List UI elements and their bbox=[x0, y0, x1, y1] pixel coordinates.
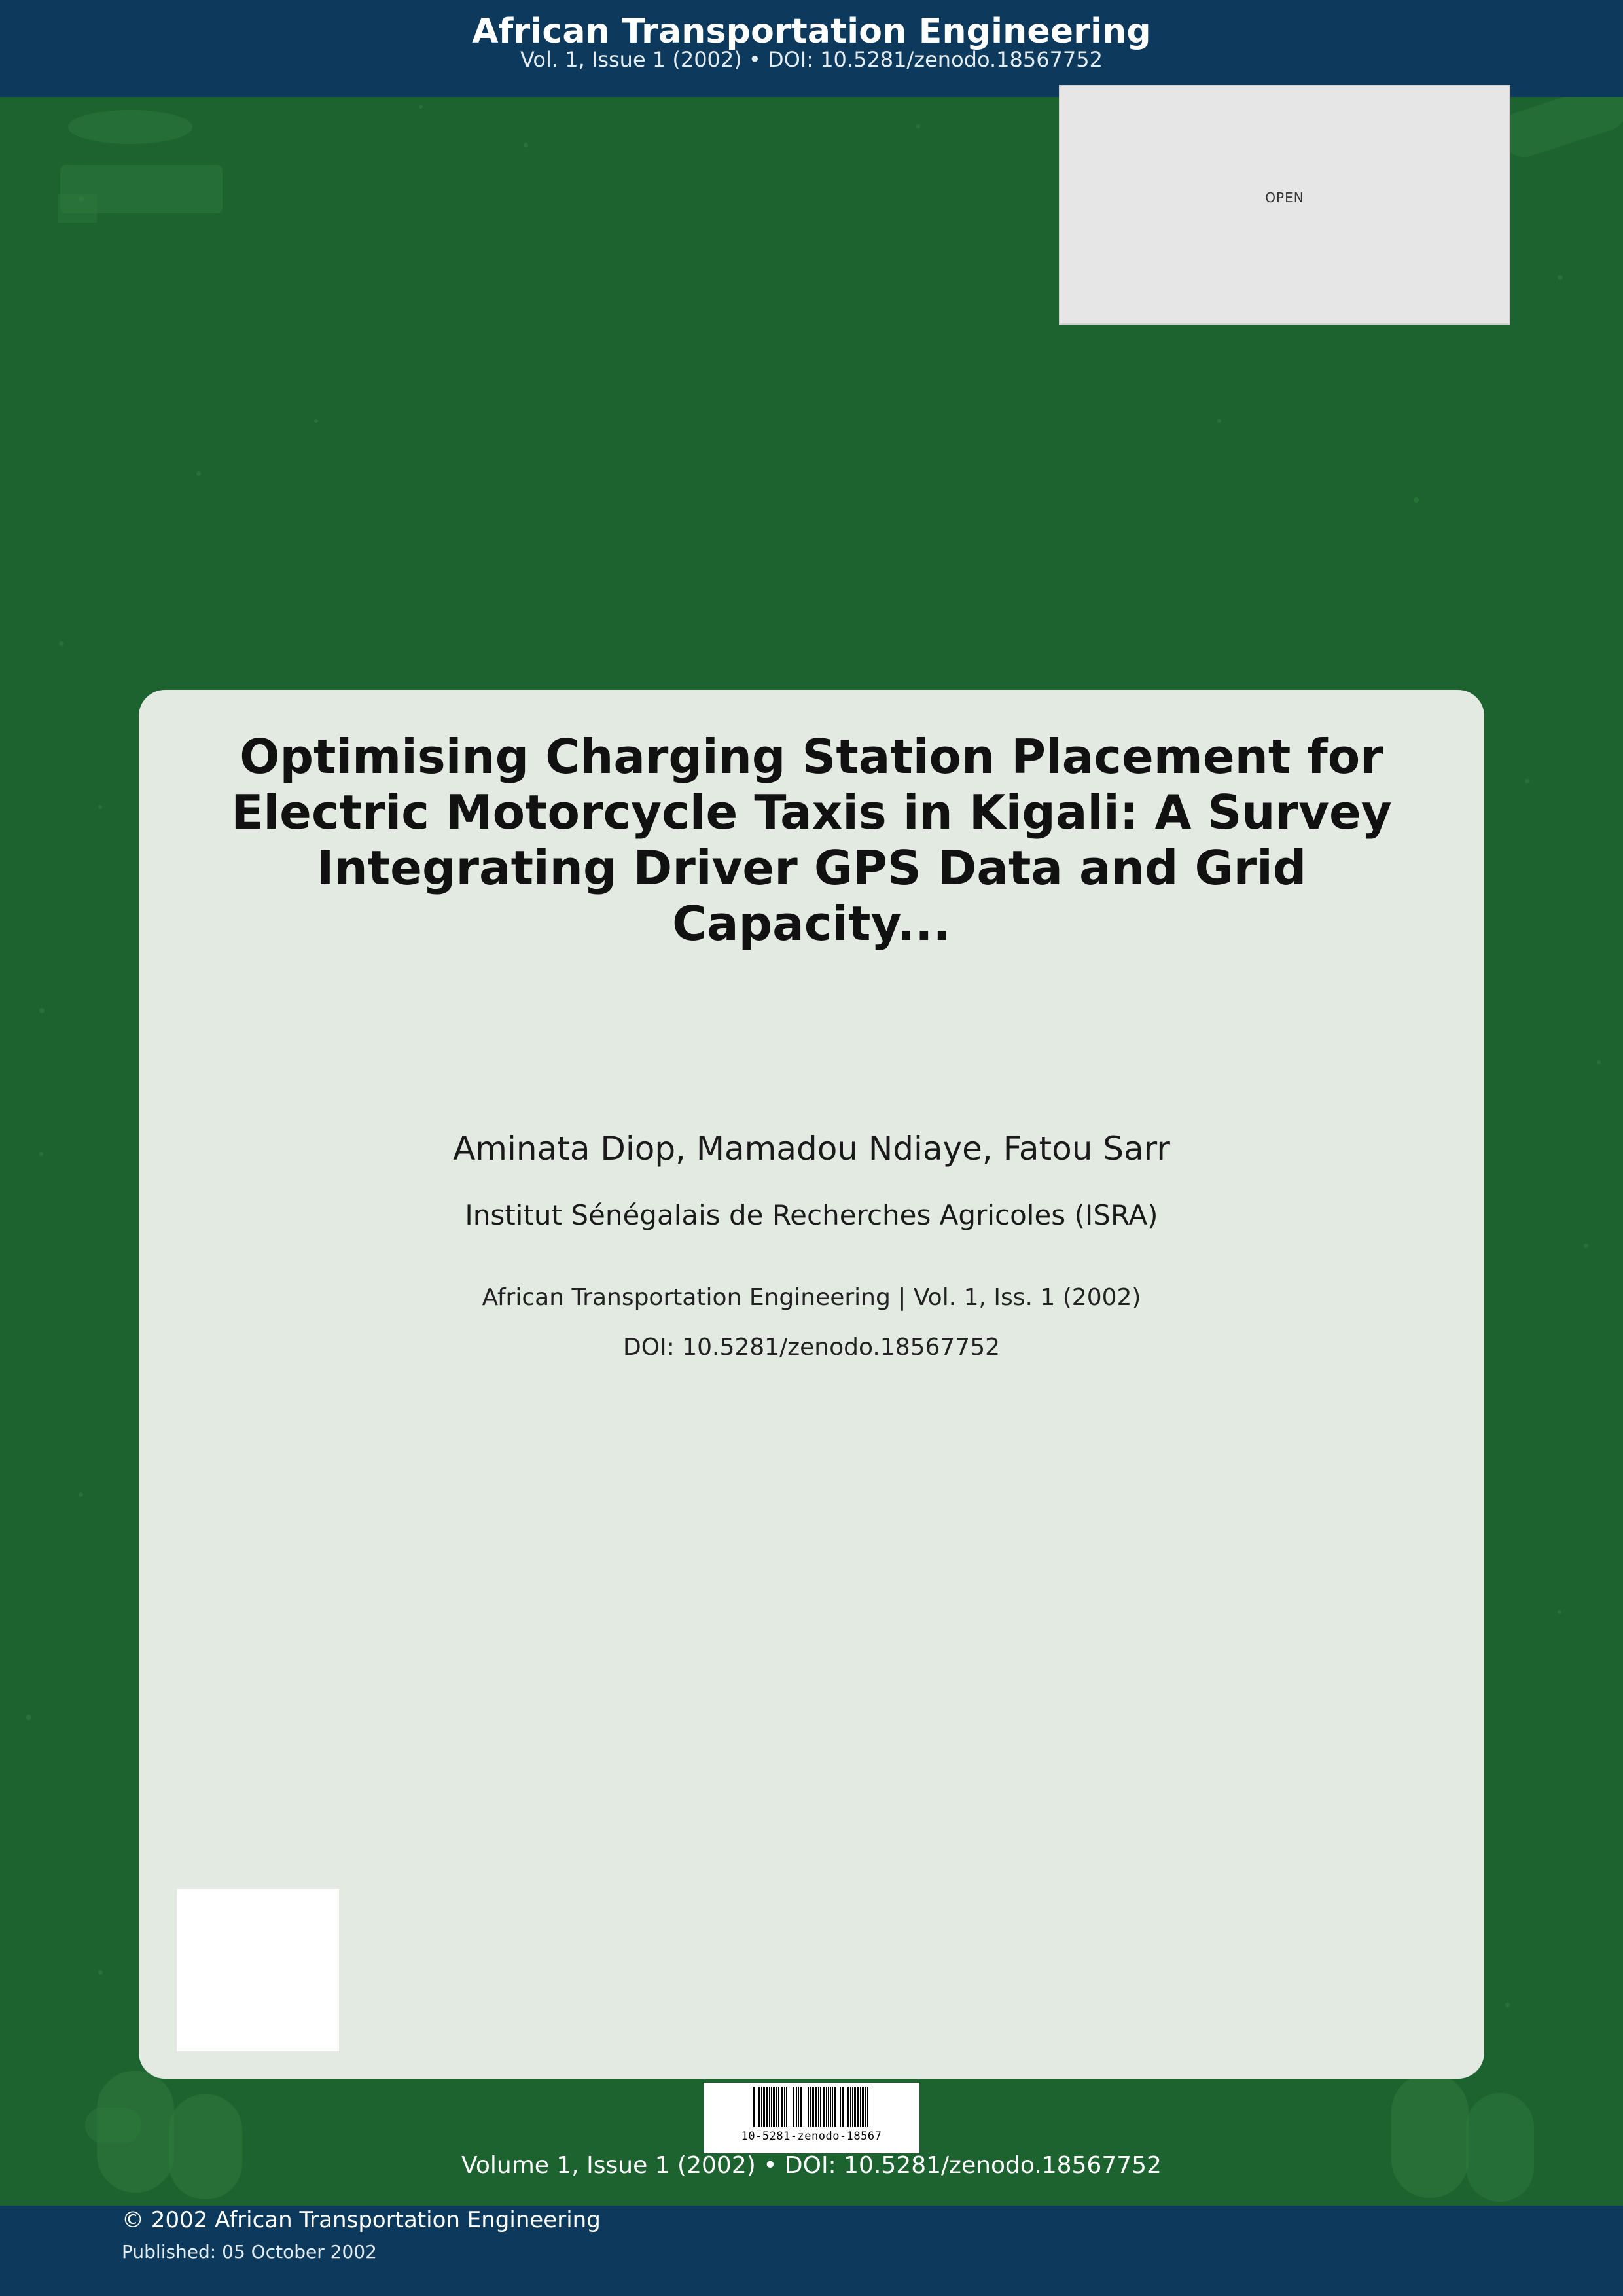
journal-title: African Transportation Engineering bbox=[472, 12, 1151, 51]
qr-code bbox=[177, 1889, 339, 2051]
decorative-blob bbox=[85, 2108, 141, 2143]
decorative-blob bbox=[169, 2094, 242, 2199]
footer-copyright: © 2002 African Transportation Engineering bbox=[122, 2207, 601, 2233]
decorative-blob bbox=[1391, 2073, 1469, 2198]
article-card bbox=[139, 690, 1484, 2079]
barcode-value: 10-5281-zenodo-18567 bbox=[741, 2130, 882, 2143]
footer-volume-line: Volume 1, Issue 1 (2002) • DOI: 10.5281/zenodo.18567752 bbox=[461, 2152, 1162, 2179]
article-authors: Aminata Diop, Mamadou Ndiaye, Fatou Sarr bbox=[453, 1130, 1170, 1168]
decorative-blob bbox=[68, 110, 192, 144]
open-access-badge bbox=[1059, 85, 1510, 325]
barcode bbox=[704, 2083, 919, 2153]
article-citation: African Transportation Engineering | Vol. 1, Iss. 1 (2002) bbox=[482, 1284, 1141, 1311]
footer-published-date: Published: 05 October 2002 bbox=[122, 2241, 377, 2263]
article-affiliation: Institut Sénégalais de Recherches Agricoles (ISRA) bbox=[465, 1199, 1158, 1231]
article-doi: DOI: 10.5281/zenodo.18567752 bbox=[622, 1334, 1001, 1361]
open-access-label: OPEN bbox=[1265, 190, 1304, 206]
decorative-blob bbox=[58, 194, 97, 223]
header-issue-line: Vol. 1, Issue 1 (2002) • DOI: 10.5281/zenodo.18567752 bbox=[520, 47, 1103, 72]
decorative-blob bbox=[1466, 2093, 1534, 2202]
page-title: Optimising Charging Station Placement for Electric Motorcycle Taxis in Kigali: A Survey Integrating Driver GPS Data and Grid Capacity... bbox=[231, 729, 1392, 951]
